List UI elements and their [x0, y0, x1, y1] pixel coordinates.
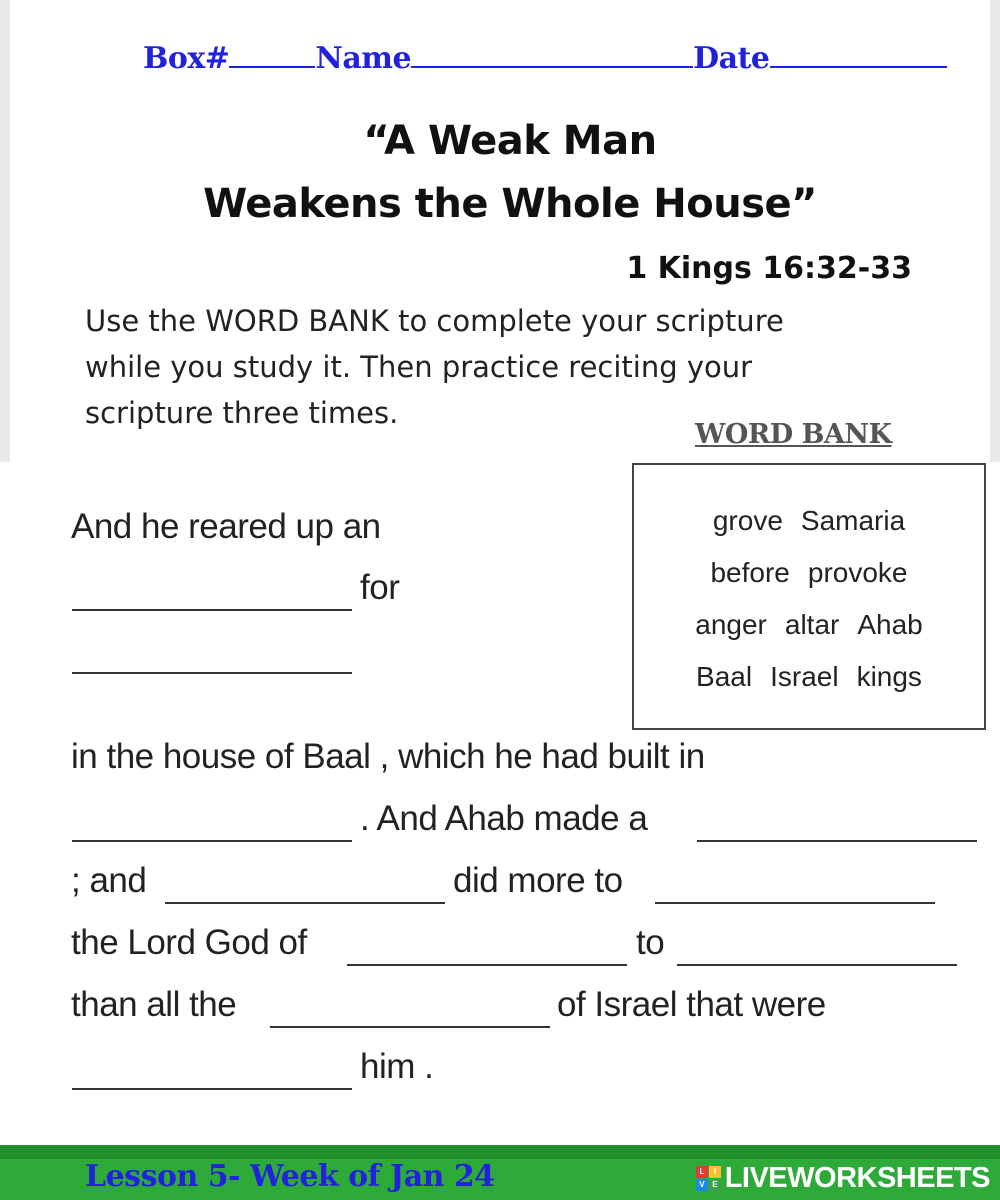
scripture-text: And he reared up an — [71, 507, 381, 546]
name-blank[interactable] — [411, 40, 693, 68]
word-bank-word[interactable]: before — [710, 557, 790, 588]
answer-blank-2[interactable] — [72, 672, 352, 674]
answer-blank-1[interactable] — [72, 609, 352, 611]
scripture-text: ; and — [71, 861, 147, 900]
footer-bar — [0, 1145, 1000, 1200]
liveworksheets-brand[interactable] — [696, 1162, 990, 1195]
word-bank-word[interactable]: kings — [856, 661, 922, 692]
word-bank-word[interactable]: Baal — [696, 661, 753, 692]
word-bank-heading: WORD BANK — [695, 419, 892, 450]
instructions-line-2: while you study it. Then practice reciting your — [85, 350, 753, 384]
logo-letter-i: I — [709, 1166, 721, 1178]
answer-blank-7[interactable] — [347, 964, 627, 966]
scripture-text: in the house of Baal , which he had built in — [71, 737, 705, 776]
worksheet-header-area — [0, 0, 1000, 462]
instructions-line-3: scripture three times. — [85, 396, 399, 430]
answer-blank-4[interactable] — [697, 840, 977, 842]
footer-strip — [0, 1145, 1000, 1159]
word-bank-box — [632, 463, 986, 730]
word-bank-word[interactable]: Ahab — [857, 609, 923, 640]
answer-blank-6[interactable] — [655, 902, 935, 904]
lesson-label: Lesson 5- Week of Jan 24 — [85, 1159, 495, 1194]
title-line-1: “A Weak Man — [363, 118, 657, 164]
word-bank-row — [634, 557, 984, 589]
answer-blank-5[interactable] — [165, 902, 445, 904]
word-bank-row — [634, 505, 984, 537]
box-number-blank[interactable] — [229, 40, 315, 68]
box-label: Box# — [143, 41, 230, 76]
scripture-text: of Israel that were — [557, 985, 826, 1024]
scripture-reference: 1 Kings 16:32-33 — [626, 251, 912, 286]
scripture-text: did more to — [453, 861, 623, 900]
date-blank[interactable] — [770, 40, 947, 68]
word-bank-word[interactable]: altar — [784, 609, 840, 640]
word-bank-word[interactable]: Samaria — [800, 505, 906, 536]
scripture-text: him . — [360, 1047, 434, 1086]
logo-letter-e: E — [709, 1179, 721, 1191]
scripture-text: the Lord God of — [71, 923, 307, 962]
date-label: Date — [693, 41, 770, 76]
instructions-line-1: Use the WORD BANK to complete your scripture — [85, 304, 784, 338]
answer-blank-3[interactable] — [72, 840, 352, 842]
word-bank-row — [634, 661, 984, 693]
word-bank-word[interactable]: Israel — [770, 661, 839, 692]
scripture-text: than all the — [71, 985, 237, 1024]
word-bank-word[interactable]: anger — [695, 609, 767, 640]
answer-blank-9[interactable] — [270, 1026, 550, 1028]
word-bank-word[interactable]: grove — [712, 505, 783, 536]
answer-blank-10[interactable] — [72, 1088, 352, 1090]
scripture-text: for — [360, 568, 400, 607]
answer-blank-8[interactable] — [677, 964, 957, 966]
logo-letter-l: L — [696, 1166, 708, 1178]
student-info-line — [143, 40, 947, 76]
logo-letter-v: V — [696, 1179, 708, 1191]
title-line-2: Weakens the Whole House” — [203, 181, 817, 227]
name-label: Name — [315, 41, 412, 76]
liveworksheets-logo-icon — [696, 1166, 721, 1191]
word-bank-row — [634, 609, 984, 641]
brand-name: LIVEWORKSHEETS — [724, 1162, 990, 1194]
scripture-text: . And Ahab made a — [360, 799, 648, 838]
scripture-text: to — [636, 923, 665, 962]
instructions — [85, 298, 885, 436]
word-bank-word[interactable]: provoke — [807, 557, 908, 588]
